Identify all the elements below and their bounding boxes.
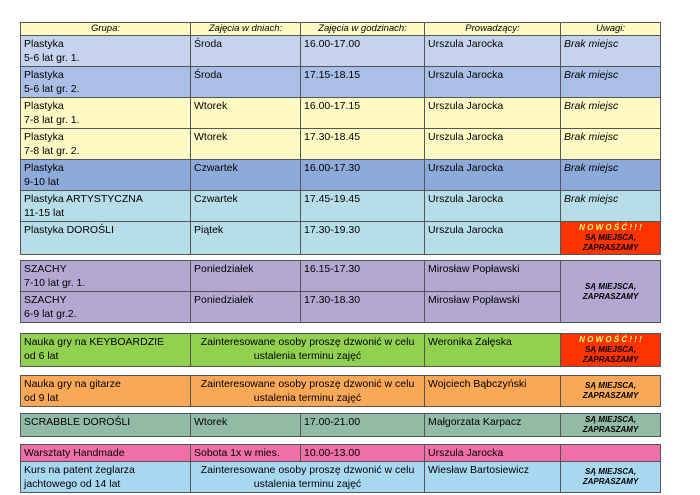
day-cell: Wtorek (191, 129, 301, 160)
hours-cell: 16.00-17.15 (301, 98, 425, 129)
group-cell: Plastyka ARTYSTYCZNA 11-15 lat (21, 191, 191, 222)
hours-cell: 17.00-21.00 (301, 414, 425, 437)
note-cell: Brak miejsc (561, 67, 661, 98)
teacher-cell: Urszula Jarocka (425, 191, 561, 222)
day-cell: Sobota 1x w mies. (191, 445, 301, 462)
hours-cell: 16.00-17.30 (301, 160, 425, 191)
note-cell: Brak miejsc (561, 36, 661, 67)
table-row (21, 191, 661, 222)
table-row (21, 222, 661, 255)
header-teacher: Prowadzący: (425, 23, 561, 36)
group-cell: Nauka gry na gitarze od 9 lat (21, 376, 191, 407)
note-cell: SĄ MIEJSCA, ZAPRASZAMY (561, 261, 661, 323)
teacher-cell: Wojciech Bąbczyński (425, 376, 561, 407)
group-cell: SCRABBLE DOROŚLI (21, 414, 191, 437)
group-cell: Warsztaty Handmade (21, 445, 191, 462)
table-row (21, 36, 661, 67)
table-row (21, 462, 661, 493)
table-row (21, 67, 661, 98)
hours-cell: 17.45-19.45 (301, 191, 425, 222)
news-label: N O W O Ś Ć ! ! ! (579, 335, 642, 344)
info-cell: Zainteresowane osoby proszę dzwonić w celu ustalenia terminu zajęć (191, 376, 425, 407)
note-cell: N O W O Ś Ć ! ! ! SĄ MIEJSCA, ZAPRASZAMY (561, 334, 661, 367)
teacher-cell: Urszula Jarocka (425, 222, 561, 255)
group-cell: Plastyka 7-8 lat gr. 2. (21, 129, 191, 160)
teacher-cell: Urszula Jarocka (425, 36, 561, 67)
day-cell: Poniedziałek (191, 261, 301, 292)
note-cell (561, 445, 661, 462)
group-cell: SZACHY 7-10 lat gr. 1. (21, 261, 191, 292)
group-cell: SZACHY 6-9 lat gr.2. (21, 292, 191, 323)
hours-cell: 10.00-13.00 (301, 445, 425, 462)
group-cell: Nauka gry na KEYBOARDZIE od 6 lat (21, 334, 191, 367)
group-cell: Plastyka 9-10 lat (21, 160, 191, 191)
teacher-cell: Urszula Jarocka (425, 67, 561, 98)
header-day: Zajęcia w dniach: (191, 23, 301, 36)
note-cell: SĄ MIEJSCA, ZAPRASZAMY (561, 376, 661, 407)
hours-cell: 16.00-17.00 (301, 36, 425, 67)
note-cell: Brak miejsc (561, 129, 661, 160)
table-row (21, 261, 661, 292)
day-cell: Piątek (191, 222, 301, 255)
day-cell: Czwartek (191, 191, 301, 222)
teacher-cell: Weronika Załęska (425, 334, 561, 367)
table-row (21, 98, 661, 129)
info-cell: Zainteresowane osoby proszę dzwonić w celu ustalenia terminu zajęć (191, 334, 425, 367)
day-cell: Czwartek (191, 160, 301, 191)
header-notes: Uwagi: (561, 23, 661, 36)
table-row (21, 160, 661, 191)
day-cell: Poniedziałek (191, 292, 301, 323)
group-cell: Plastyka 5-6 lat gr. 2. (21, 67, 191, 98)
note-cell: SĄ MIEJSCA, ZAPRASZAMY (561, 414, 661, 437)
schedule-table (20, 22, 661, 493)
header-hours: Zajęcia w godzinach: (301, 23, 425, 36)
table-row (21, 334, 661, 367)
teacher-cell: Urszula Jarocka (425, 129, 561, 160)
note-cell: Brak miejsc (561, 98, 661, 129)
teacher-cell: Mirosław Popławski (425, 261, 561, 292)
hours-cell: 17.15-18.15 (301, 67, 425, 98)
table-row (21, 445, 661, 462)
info-cell: Zainteresowane osoby proszę dzwonić w celu ustalenia terminu zajęć (191, 462, 425, 493)
note-cell: N O W O Ś Ć ! ! ! SĄ MIEJSCA, ZAPRASZAMY (561, 222, 661, 255)
teacher-cell: Małgorzata Karpacz (425, 414, 561, 437)
group-cell: Plastyka DOROŚLI (21, 222, 191, 255)
header-group: Grupa: (21, 23, 191, 36)
day-cell: Wtorek (191, 98, 301, 129)
note-cell: SĄ MIEJSCA, ZAPRASZAMY (561, 462, 661, 493)
news-label: N O W O Ś Ć ! ! ! (579, 223, 642, 232)
table-row (21, 129, 661, 160)
hours-cell: 16.15-17.30 (301, 261, 425, 292)
teacher-cell: Wiesław Bartosiewicz (425, 462, 561, 493)
teacher-cell: Urszula Jarocka (425, 445, 561, 462)
group-cell: Plastyka 7-8 lat gr. 1. (21, 98, 191, 129)
group-cell: Kurs na patent żeglarza jachtowego od 14 lat (21, 462, 191, 493)
header-row (21, 23, 661, 36)
table-row (21, 376, 661, 407)
day-cell: Wtorek (191, 414, 301, 437)
hours-cell: 17.30-18.30 (301, 292, 425, 323)
teacher-cell: Mirosław Popławski (425, 292, 561, 323)
hours-cell: 17.30-19.30 (301, 222, 425, 255)
teacher-cell: Urszula Jarocka (425, 98, 561, 129)
teacher-cell: Urszula Jarocka (425, 160, 561, 191)
note-cell: Brak miejsc (561, 160, 661, 191)
hours-cell: 17.30-18.45 (301, 129, 425, 160)
table-row (21, 414, 661, 437)
group-cell: Plastyka 5-6 lat gr. 1. (21, 36, 191, 67)
note-cell: Brak miejsc (561, 191, 661, 222)
day-cell: Środa (191, 36, 301, 67)
day-cell: Środa (191, 67, 301, 98)
